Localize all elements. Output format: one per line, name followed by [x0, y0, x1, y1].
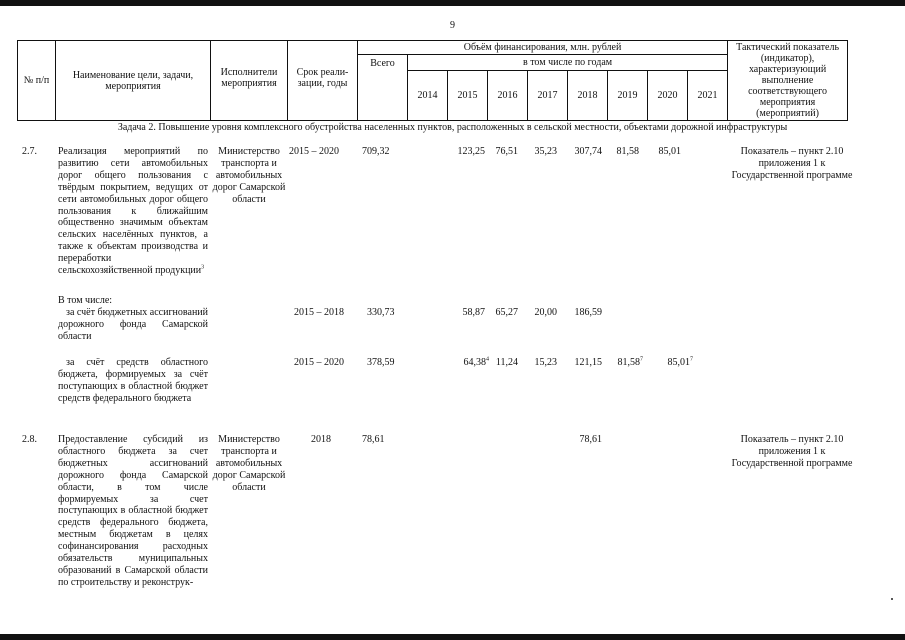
footnote-mark: 7	[690, 356, 693, 363]
row-term: 2015 – 2020	[289, 146, 339, 157]
sub-row-term: 2015 – 2020	[294, 357, 344, 368]
table-header	[17, 40, 848, 121]
row-total: 709,32	[362, 146, 390, 157]
task-title: Задача 2. Повышение уровня комплексного обустройства населенных пунктов, расположенных в сельской местности, объектами дорожной инфраструктуры	[117, 122, 788, 133]
header-name: Наименование цели, задачи, мероприятия	[56, 41, 211, 121]
scan-speck	[891, 598, 893, 600]
value-2015: 58,87	[462, 307, 485, 318]
header-indicator: Тактический показатель (индикатор), характеризующий выполнение соответствующего мероприятия (мероприятий)	[728, 41, 848, 121]
row-name: Реализация мероприятий по развитию сети автомобильных дорог общего пользования с твёрдым покрытием, ведущих от сети автомобильных дорог общего пользования к ближайшим общественно значимым объектам сельских населённых пунктов, а также к объектам производства и переработки сельскохозяйственной продукции$^3$	[58, 146, 208, 277]
including-label: В том числе:	[58, 295, 113, 306]
row-indicator: Показатель – пункт 2.10 приложения 1 к Государственной программе	[731, 146, 853, 181]
value-2018: 121,15	[574, 357, 602, 368]
top-border	[0, 0, 905, 6]
header-year: 2020	[648, 71, 688, 121]
header-term: Срок реали-зации, годы	[288, 41, 358, 121]
row-indicator: Показатель – пункт 2.10 приложения 1 к Государственной программе	[731, 434, 853, 469]
header-number: № п/п	[18, 41, 56, 121]
sub-row-name: за счёт бюджетных ассигнований дорожного фонда Самарской области	[58, 307, 208, 342]
row-number: 2.7.	[22, 146, 37, 157]
value-2015: 64,38$^4$	[463, 356, 489, 368]
page-number: 9	[450, 20, 455, 31]
value-2020: 85,01	[658, 146, 681, 157]
header-total: Всего	[358, 55, 408, 121]
row-total: 78,61	[362, 434, 385, 445]
row-term: 2018	[311, 434, 331, 445]
header-financing: Объём финансирования, млн. рублей	[358, 41, 728, 55]
value-2016: 11,24	[495, 357, 518, 368]
sub-row-total: 330,73	[367, 307, 395, 318]
row-name: Предоставление субсидий из областного бюджета за счет бюджетных ассигнований дорожного фонда Самарской области, в том числе формируемых за счет поступающих в областной бюджет средств федерального бюджета, местным бюджетам в целях софинансирования расходных обязательств муниципальных образований в Самарской области по строительству и реконструк-	[58, 434, 208, 588]
sub-row-total: 378,59	[367, 357, 395, 368]
row-number: 2.8.	[22, 434, 37, 445]
value-2017: 15,23	[534, 357, 557, 368]
header-by-years: в том числе по годам	[408, 55, 728, 71]
row-executors: Министерство транспорта и автомобильных дорог Самарской области	[212, 434, 286, 493]
footnote-mark: 7	[640, 356, 643, 363]
bottom-border	[0, 634, 905, 640]
value-2019: 81,58	[616, 146, 639, 157]
header-year: 2014	[408, 71, 448, 121]
value-2015: 123,25	[457, 146, 485, 157]
value-2019: 81,58$^7$	[617, 356, 643, 368]
value-2020: 85,01$^7$	[667, 356, 693, 368]
header-year: 2018	[568, 71, 608, 121]
value-2018: 78,61	[579, 434, 602, 445]
value-2016: 76,51	[495, 146, 518, 157]
sub-row-name: за счёт средств областного бюджета, формируемых за счёт поступающих в областной бюджет средств федерального бюджета	[58, 357, 208, 404]
value-2018: 307,74	[574, 146, 602, 157]
header-year: 2019	[608, 71, 648, 121]
header-year: 2021	[688, 71, 728, 121]
footnote-mark: 4	[486, 356, 489, 363]
sub-row-term: 2015 – 2018	[294, 307, 344, 318]
value-2017: 20,00	[534, 307, 557, 318]
header-executors: Исполнители мероприятия	[211, 41, 288, 121]
value-2018: 186,59	[574, 307, 602, 318]
header-year: 2015	[448, 71, 488, 121]
row-executors: Министерство транспорта и автомобильных дорог Самарской области	[212, 146, 286, 205]
header-year: 2016	[488, 71, 528, 121]
header-year: 2017	[528, 71, 568, 121]
value-2016: 65,27	[495, 307, 518, 318]
footnote-mark: 3	[201, 264, 205, 271]
value-2017: 35,23	[534, 146, 557, 157]
